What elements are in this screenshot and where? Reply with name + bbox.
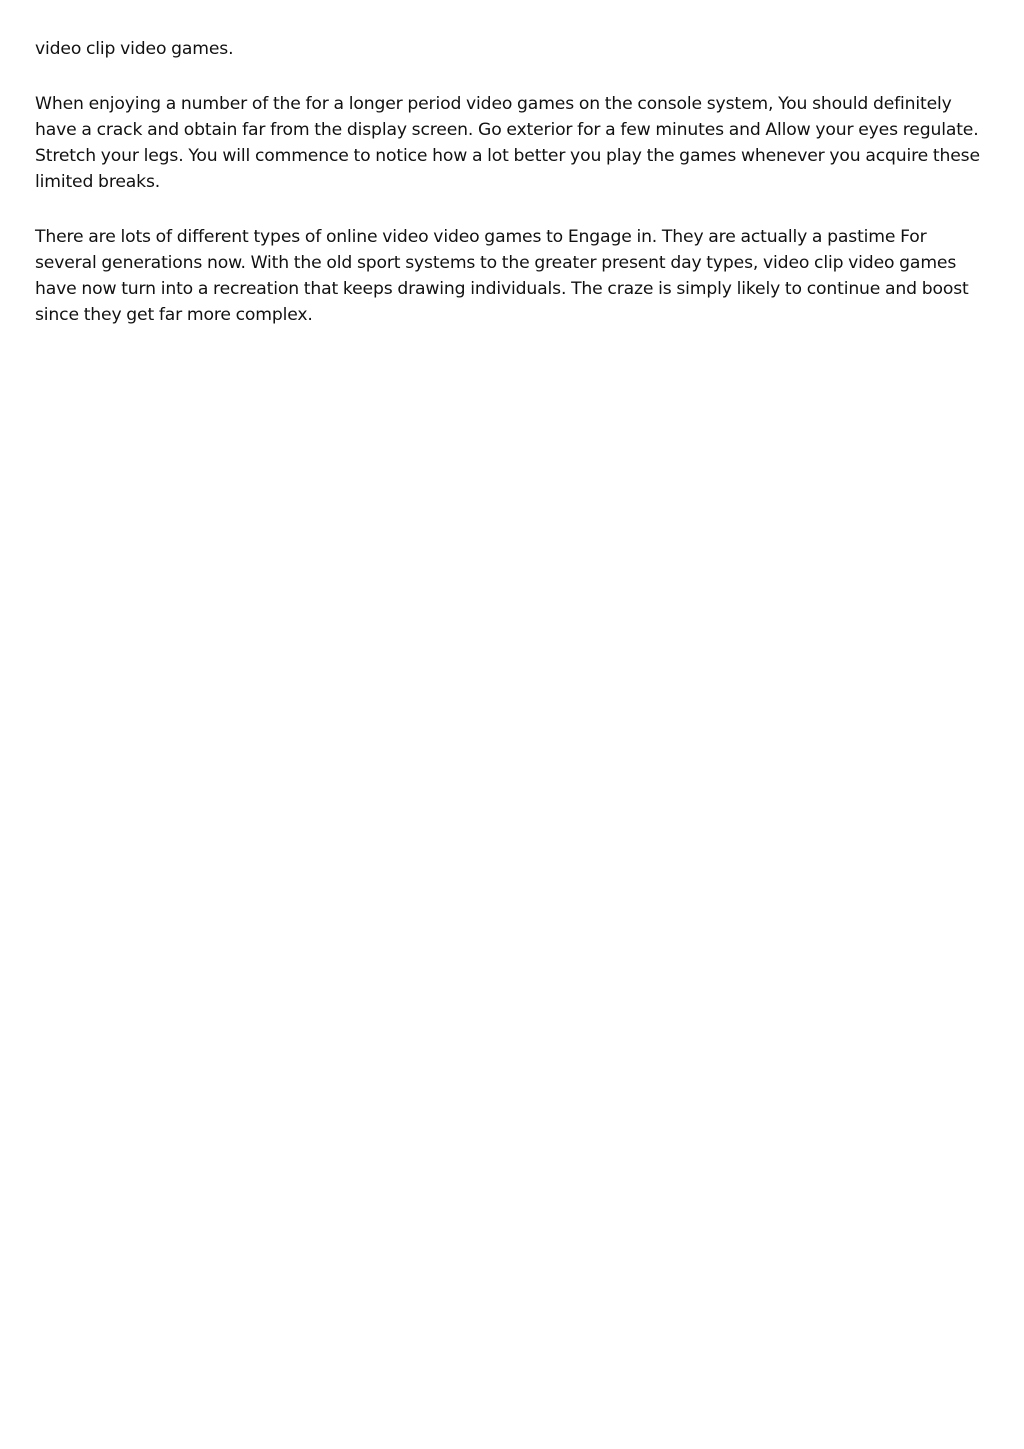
document-page bbox=[35, 36, 990, 357]
paragraph-1: video clip video games. bbox=[35, 39, 234, 59]
paragraph-3: There are lots of different types of online video video games to Engage in. They are actually a pastime For several generations now. With the old sport systems to the greater present day types, video clip video games have now turn into a recreation that keeps drawing individuals. The craze is simply likely to continue and boost since they get far more complex. bbox=[35, 227, 969, 325]
paragraph-2: When enjoying a number of the for a longer period video games on the console system, You should definitely have a crack and obtain far from the display screen. Go exterior for a few minutes and Allow your eyes regulate. Stretch your legs. You will commence to notice how a lot better you play the games whenever you acquire these limited breaks. bbox=[35, 94, 980, 192]
